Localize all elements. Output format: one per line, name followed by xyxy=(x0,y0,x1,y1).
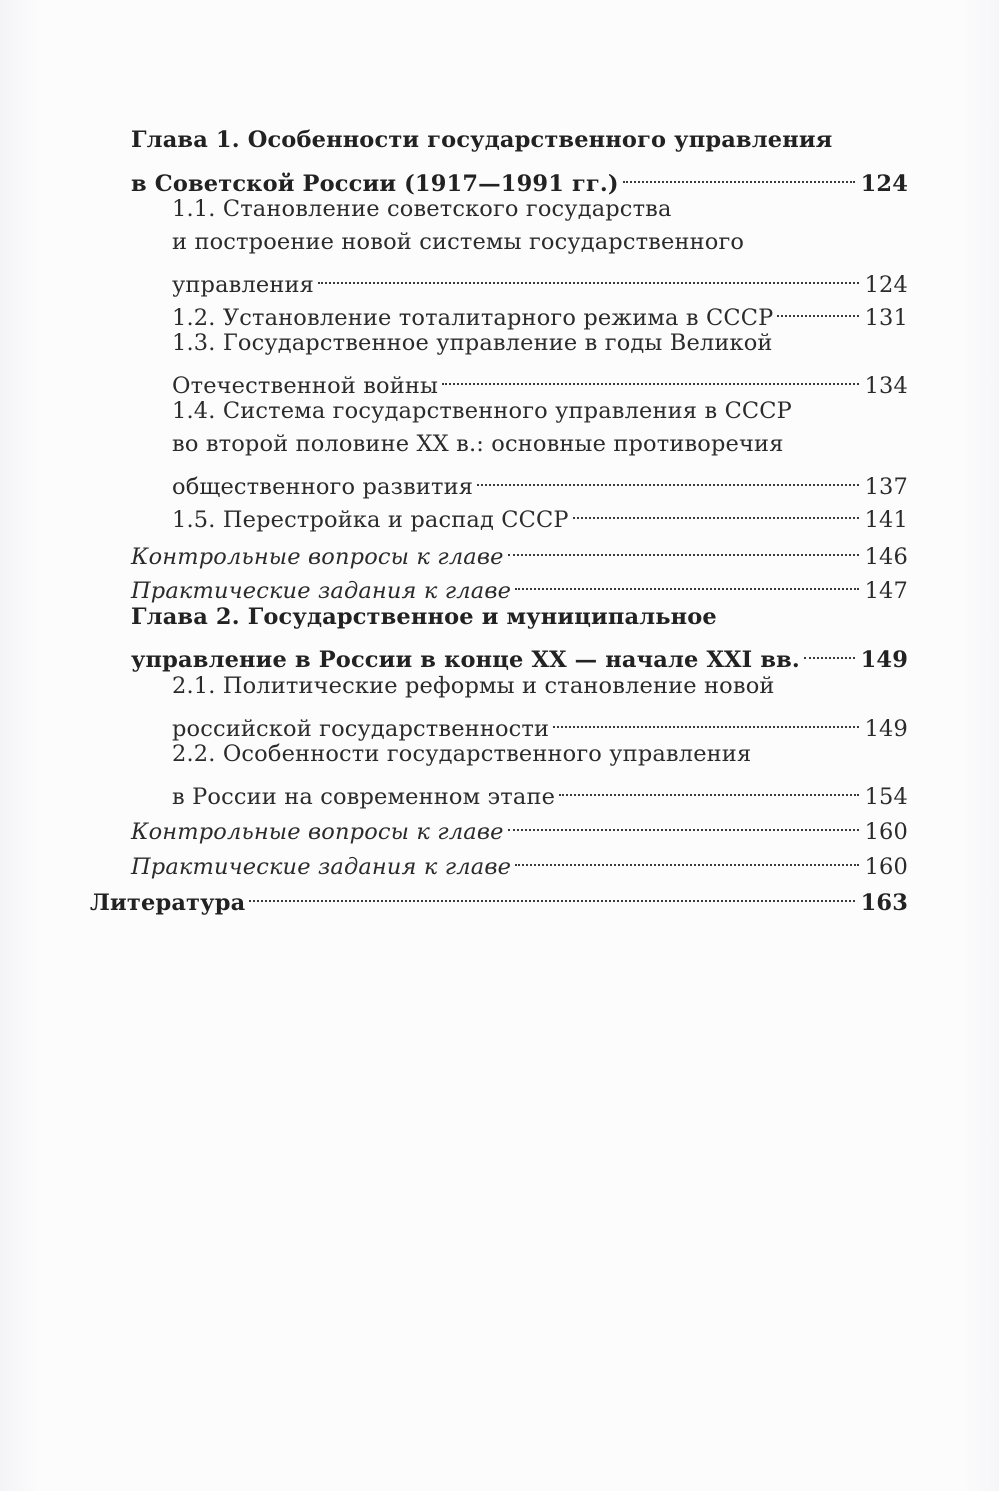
chapter-1-questions-page: 146 xyxy=(864,544,908,570)
section-1-4-page: 137 xyxy=(864,474,908,500)
dot-leader xyxy=(477,460,861,494)
section-1-3-line-1: 1.3. Государственное управление в годы Великой xyxy=(172,330,773,356)
section-1-3-page: 134 xyxy=(864,373,908,399)
section-1-3-line-2: Отечественной войны xyxy=(172,373,439,399)
chapter-2-page: 149 xyxy=(860,647,908,673)
section-1-2-title: 1.2. Установление тоталитарного режима в СССР xyxy=(172,305,774,331)
section-1-5-title: 1.5. Перестройка и распад СССР xyxy=(172,507,569,533)
chapter-2-tasks-page: 160 xyxy=(864,854,908,880)
section-1-1-line-1: 1.1. Становление советского государства xyxy=(172,196,672,222)
dot-leader xyxy=(623,157,857,191)
section-2-2-page: 154 xyxy=(864,784,908,810)
chapter-2-title-line-2: управление в России в конце XX — начале XXI вв. xyxy=(131,647,800,673)
dot-leader xyxy=(553,702,860,736)
section-2-1-line-1: 2.1. Политические реформы и становление новой xyxy=(172,673,775,699)
dot-leader xyxy=(442,359,861,393)
dot-leader xyxy=(318,258,861,292)
section-1-1-line-2: и построение новой системы государственного xyxy=(172,229,745,255)
dot-leader xyxy=(508,805,861,839)
dot-leader xyxy=(515,564,861,598)
chapter-1-tasks-label: Практические задания к главе xyxy=(131,578,512,604)
literature-label: Литература xyxy=(90,890,246,916)
section-1-4-line-1: 1.4. Система государственного управления в СССР xyxy=(172,398,792,424)
section-1-5-page: 141 xyxy=(864,507,908,533)
chapter-2-title-line-1: Глава 2. Государственное и муниципальное xyxy=(131,604,717,630)
section-1-4-line-2: во второй половине XX в.: основные противоречия xyxy=(172,431,784,457)
section-1-4-line-3: общественного развития xyxy=(172,474,474,500)
literature-entry[interactable] xyxy=(90,876,908,920)
dot-leader xyxy=(508,530,861,564)
dot-leader xyxy=(249,876,856,910)
dot-leader xyxy=(559,770,861,804)
section-1-1-page: 124 xyxy=(864,272,908,298)
dot-leader xyxy=(573,493,861,527)
section-1-2-page: 131 xyxy=(864,305,908,331)
chapter-1-title-line-2: в Советской России (1917—1991 гг.) xyxy=(131,171,619,197)
literature-page: 163 xyxy=(860,890,908,916)
section-1-1-line-3: управления xyxy=(172,272,315,298)
chapter-1-page: 124 xyxy=(860,171,908,197)
chapter-1-questions-label: Контрольные вопросы к главе xyxy=(131,544,504,570)
chapter-1-title-line-1: Глава 1. Особенности государственного управления xyxy=(131,127,833,153)
section-2-1-page: 149 xyxy=(864,716,908,742)
chapter-2-questions-label: Контрольные вопросы к главе xyxy=(131,819,504,845)
section-2-2-line-2: в России на современном этапе xyxy=(172,784,556,810)
chapter-2-questions-page: 160 xyxy=(864,819,908,845)
chapter-2-tasks-label: Практические задания к главе xyxy=(131,854,512,880)
dot-leader xyxy=(515,840,861,874)
section-2-2-line-1: 2.2. Особенности государственного управления xyxy=(172,741,752,767)
dot-leader xyxy=(777,291,860,325)
section-2-1-line-2: российской государственности xyxy=(172,716,550,742)
chapter-1-tasks-page: 147 xyxy=(864,578,908,604)
dot-leader xyxy=(804,633,857,667)
